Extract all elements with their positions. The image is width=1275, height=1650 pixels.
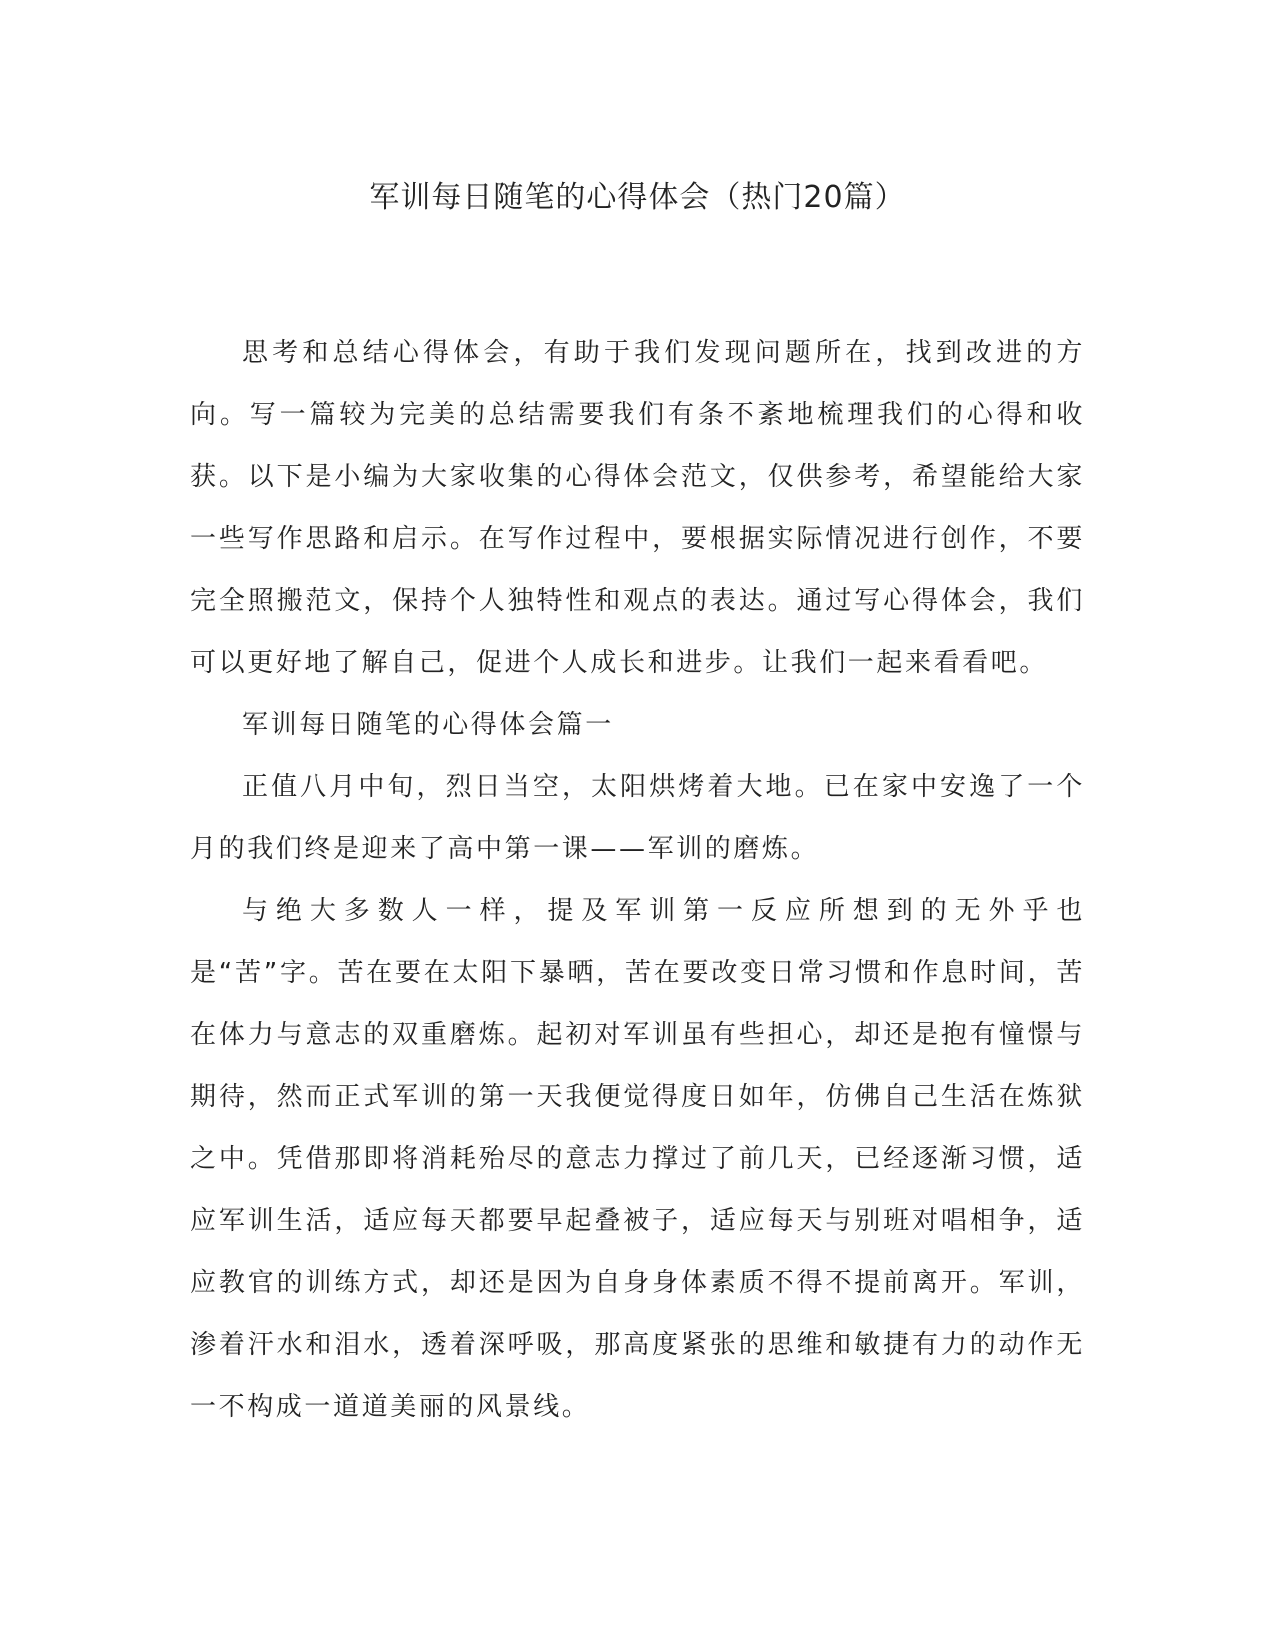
document-title: 军训每日随笔的心得体会（热门20篇）: [369, 180, 906, 215]
body-paragraph: 与绝大多数人一样，提及军训第一反应所想到的无外乎也是“苦”字。苦在要在太阳下暴晒，苦在要改变日常习惯和作息时间，苦在体力与意志的双重磨炼。起初对军训虽有些担心，却还是抱有憧憬与期待，然而正式军训的第一天我便觉得度日如年，仿佛自己生活在炼狱之中。凭借那即将消耗殆尽的意志力撑过了前几天，已经逐渐习惯，适应军训生活，适应每天都要早起叠被子，适应每天与别班对唱相争，适应教官的训练方式，却还是因为自身身体素质不得不提前离开。军训，渗着汗水和泪水，透着深呼吸，那高度紧张的思维和敏捷有力的动作无一不构成一道道美丽的风景线。: [190, 896, 1085, 1422]
section-heading: 军训每日随笔的心得体会篇一: [242, 710, 614, 740]
body-paragraph: 正值八月中旬，烈日当空，太阳烘烤着大地。已在家中安逸了一个月的我们终是迎来了高中第一课——军训的磨炼。: [190, 772, 1085, 864]
intro-paragraph: 思考和总结心得体会，有助于我们发现问题所在，找到改进的方向。写一篇较为完美的总结需要我们有条不紊地梳理我们的心得和收获。以下是小编为大家收集的心得体会范文，仅供参考，希望能给大家一些写作思路和启示。在写作过程中，要根据实际情况进行创作，不要完全照搬范文，保持个人独特性和观点的表达。通过写心得体会，我们可以更好地了解自己，促进个人成长和进步。让我们一起来看看吧。: [190, 338, 1085, 678]
document-body: [190, 322, 1085, 1438]
